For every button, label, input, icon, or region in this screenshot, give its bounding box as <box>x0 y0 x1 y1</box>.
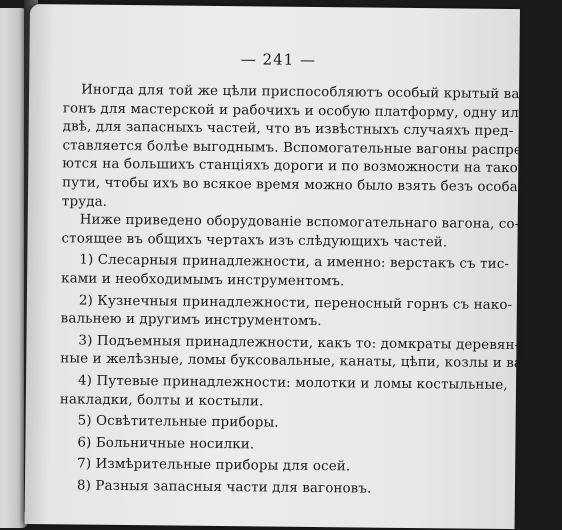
list-item <box>61 252 510 294</box>
text-line: 3) Подъемныя принадлежности, какъ то: домкраты деревян- <box>78 333 520 353</box>
text-line: накладки, болты и костыли. <box>59 391 264 409</box>
list-item: 6) Больничные носилки. <box>77 435 255 453</box>
text-line: ются на большихъ станцiяхъ дороги и по возможности на такомъ <box>62 156 538 177</box>
text-line: гонъ для мастерской и рабочихъ и особую платформу, одну или <box>62 100 529 121</box>
text-line: ставляется болѣе выгоднымъ. Вспомогательные вагоны распредѣля- <box>62 138 561 159</box>
list-item <box>59 372 508 414</box>
text-line: пути, чтобы ихъ во всякое время можно было взять безъ особаго <box>62 175 534 196</box>
text-line: стоящее въ общихъ чертахъ изъ слѣдующихъ частей. <box>61 231 448 251</box>
text-line: ные и желѣзные, ломы буксовальные, канаты, цѣпи, козлы и ваги. <box>60 351 543 372</box>
page-text-block <box>59 48 561 500</box>
book-page <box>25 4 561 529</box>
text-line: ками и необходимымъ инструментомъ. <box>61 271 345 290</box>
text-line: двѣ, для запасныхъ частей, что въ извѣстныхъ случаяхъ пред- <box>62 119 514 140</box>
text-line: Иногда для той же цѣли приспособляютъ особый крытый ва- <box>81 82 525 103</box>
list-item: 5) Освѣтительные приборы. <box>77 413 279 431</box>
list-item: 8) Разныя запасныя части для вагоновъ. <box>76 478 372 497</box>
text-line: 2) Кузнечныя принадлежности, переносный горнъ съ нако- <box>78 293 513 313</box>
text-line: 4) Путевые принадлежности: молотки и ломы костыльные, <box>77 373 508 393</box>
paragraph-equipment <box>61 212 520 254</box>
list-item: 7) Измѣрительные приборы для осей. <box>77 456 351 475</box>
text-line: 1) Слесарныя принадлежности, а именно: верстакъ съ тис- <box>79 252 510 273</box>
paragraph-intro <box>61 81 561 216</box>
list-item <box>60 332 543 374</box>
text-line: вальнею и другимъ инструментомъ. <box>60 311 322 330</box>
list-item <box>60 292 513 334</box>
text-line: труда. <box>61 193 108 210</box>
page-number: — 241 — <box>240 50 317 69</box>
text-line: Ниже приведено оборудованiе вспомогательнаго вагона, со- <box>79 212 520 233</box>
